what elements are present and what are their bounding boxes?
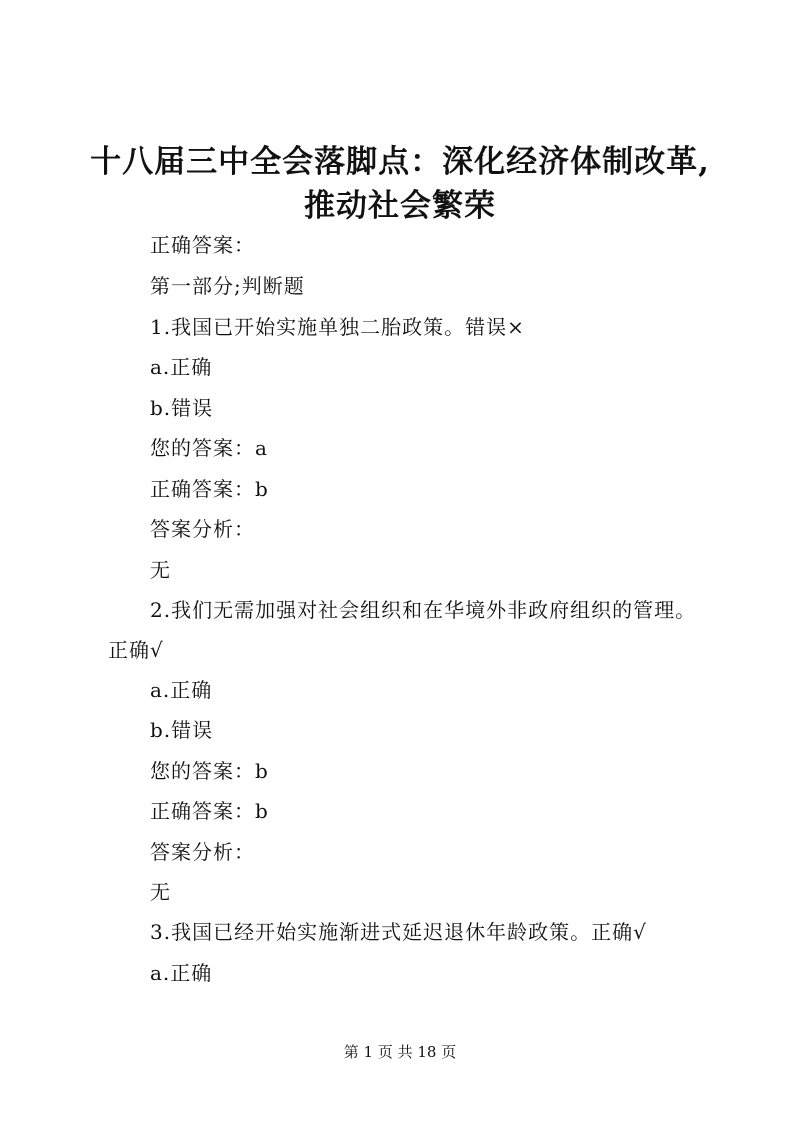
answer-header: 正确答案： <box>150 233 255 257</box>
q2-your-answer: 您的答案：b <box>150 759 269 783</box>
q1-option-a: a.正确 <box>150 355 213 379</box>
question-3: 3.我国已经开始实施渐进式延迟退休年龄政策。正确√ <box>150 920 647 944</box>
page-footer: 第 1 页 共 18 页 <box>343 1043 457 1061</box>
q1-analysis-label: 答案分析： <box>150 517 255 541</box>
question-2-continuation: 正确√ <box>108 638 164 662</box>
q1-correct-answer: 正确答案：b <box>150 477 269 501</box>
section-heading: 第一部分;判断题 <box>150 274 305 298</box>
question-1: 1.我国已开始实施单独二胎政策。错误× <box>150 315 525 339</box>
q2-correct-answer: 正确答案：b <box>150 799 269 823</box>
q2-analysis-label: 答案分析： <box>150 840 255 864</box>
q3-option-a: a.正确 <box>150 961 213 985</box>
q1-option-b: b.错误 <box>150 396 214 420</box>
q1-your-answer: 您的答案：a <box>150 436 268 460</box>
question-2: 2.我们无需加强对社会组织和在华境外非政府组织的管理。 <box>150 598 697 622</box>
page-title-line-1: 十八届三中全会落脚点：深化经济体制改革, <box>90 144 710 180</box>
page-title-line-2: 推动社会繁荣 <box>304 188 496 224</box>
q1-analysis-text: 无 <box>150 558 171 582</box>
q2-option-b: b.错误 <box>150 718 214 742</box>
q2-analysis-text: 无 <box>150 880 171 904</box>
q2-option-a: a.正确 <box>150 678 213 702</box>
